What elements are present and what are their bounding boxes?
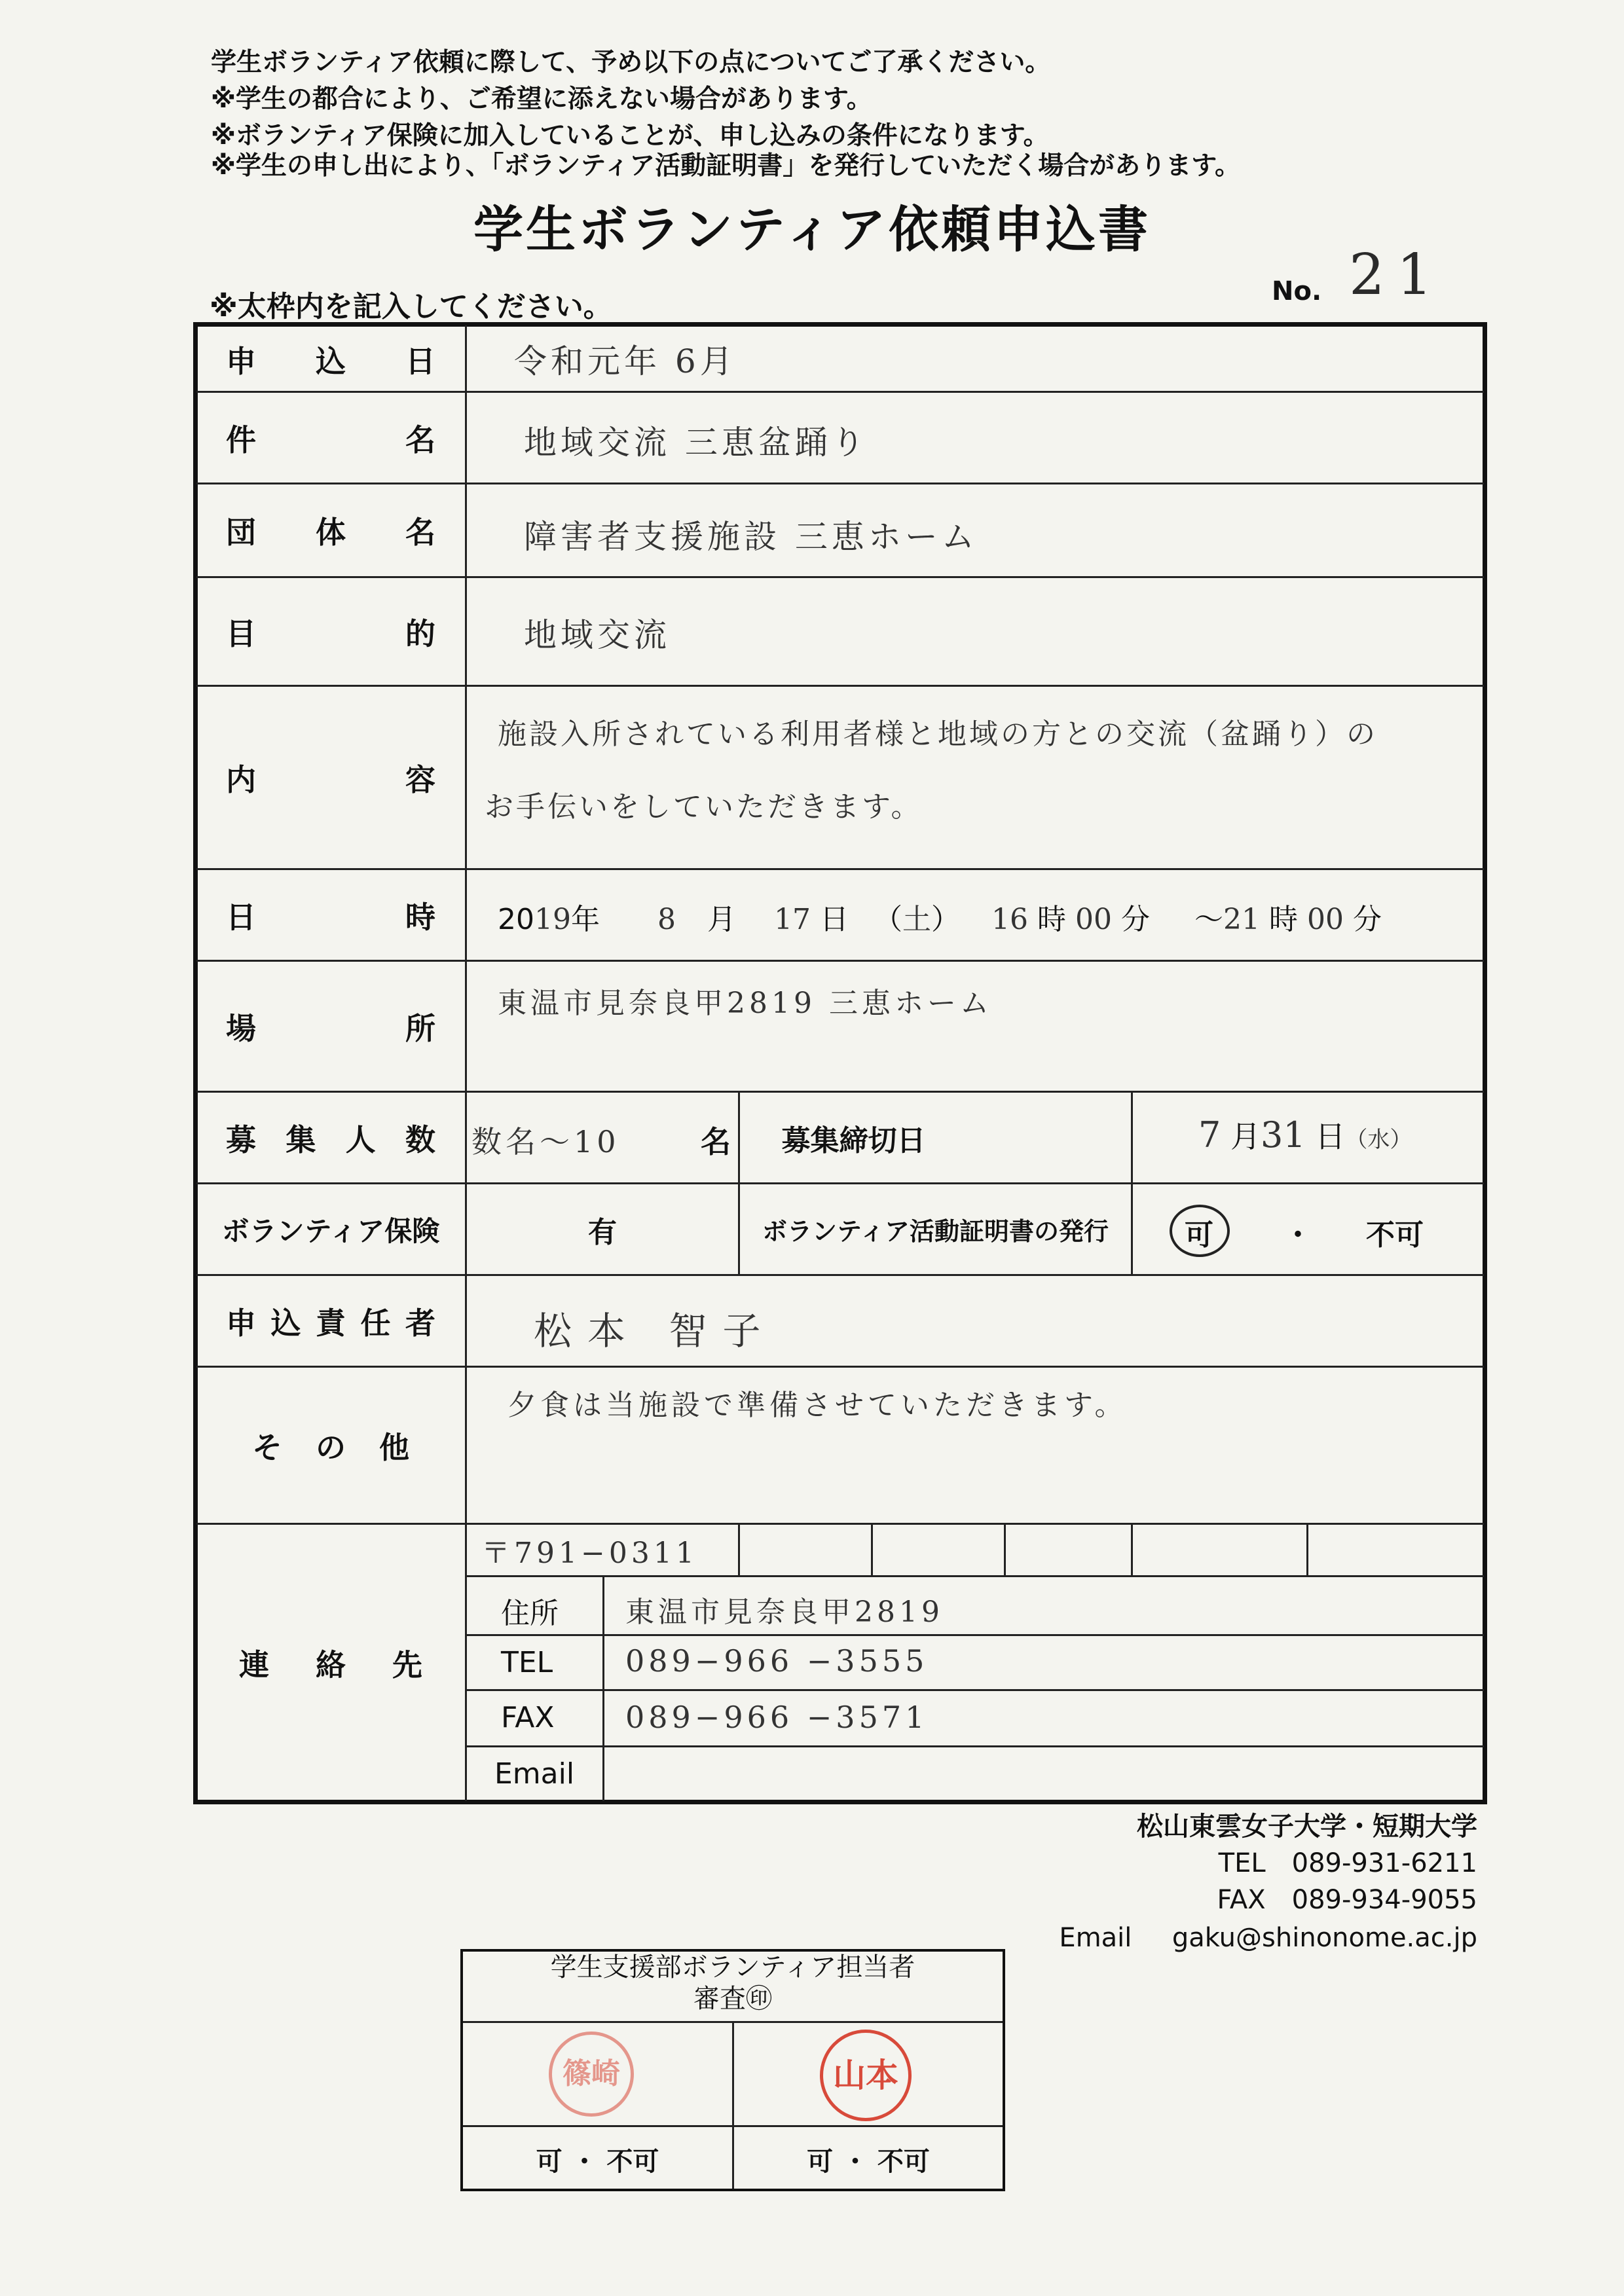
subject-value[interactable]: 地域交流 三恵盆踊り <box>524 424 868 462</box>
year-handwritten: 19 <box>534 903 571 936</box>
weekday-open: （ <box>874 903 902 936</box>
organization-label: 団 体 名 <box>226 515 435 550</box>
other-label: そ の 他 <box>252 1429 409 1465</box>
end-hour-unit: 時 <box>1269 903 1298 936</box>
recruit-count-value[interactable]: 数名〜10 <box>471 1124 620 1159</box>
notice-line-1: 学生ボランティア依頼に際して、予め以下の点についてご了承ください。 <box>211 48 1051 77</box>
content-value-line-2[interactable]: お手伝いをしていただきます。 <box>485 790 923 824</box>
address-value[interactable]: 東温市見奈良甲2819 <box>625 1595 944 1629</box>
end-minute-unit: 分 <box>1353 903 1382 936</box>
notice-line-3: ※ボランティア保険に加入していることが、申し込みの条件になります。 <box>211 121 1049 151</box>
reviewer-seal-shinozaki: 篠崎 <box>549 2032 634 2117</box>
year-unit: 年 <box>571 903 600 936</box>
footer-email-address[interactable]: gaku@shinonome.ac.jp <box>1172 1923 1477 1953</box>
postal-code-value[interactable]: 〒791−0311 <box>481 1537 698 1570</box>
weekday-value: 土 <box>902 903 931 936</box>
deadline-weekday: （水） <box>1345 1127 1412 1153</box>
other-value[interactable]: 夕食は当施設で準備させていただきます。 <box>507 1389 1128 1422</box>
datetime-label: 日 時 <box>226 899 435 935</box>
deadline-day: 31 <box>1260 1114 1306 1156</box>
end-hour: 21 <box>1223 903 1260 936</box>
place-value[interactable]: 東温市見奈良甲2819 三恵ホーム <box>498 987 993 1020</box>
month-unit: 月 <box>707 903 736 936</box>
responsible-label: 申 込 責 任 者 <box>226 1305 435 1341</box>
contact-label: 連 絡 先 <box>239 1647 422 1683</box>
notice-line-4: ※学生の申し出により、「ボランティア活動証明書」を発行していただく場合があります。 <box>211 151 1241 181</box>
review-header <box>463 1952 1003 2014</box>
deadline-day-unit: 日 <box>1315 1119 1346 1154</box>
certificate-option-no[interactable]: 不可 <box>1366 1218 1424 1252</box>
recruit-count-unit: 名 <box>701 1124 731 1159</box>
organization-value[interactable]: 障害者支援施設 三恵ホーム <box>524 518 978 556</box>
tel-value[interactable]: 089−966 −3555 <box>625 1643 929 1679</box>
month-value: 8 <box>657 903 676 936</box>
end-minute: 00 <box>1307 903 1344 936</box>
footer-tel: TEL 089-931-6211 <box>1218 1848 1477 1878</box>
recruit-count-label: 募 集 人 数 <box>226 1121 435 1157</box>
form-title: 学生ボランティア依頼申込書 <box>473 200 1151 259</box>
datetime-value[interactable] <box>498 896 1382 938</box>
purpose-value[interactable]: 地域交流 <box>524 616 671 654</box>
email-label: Email <box>494 1757 575 1791</box>
fax-label: FAX <box>501 1701 555 1734</box>
deadline-month-unit: 月 <box>1230 1119 1261 1154</box>
application-date-value[interactable]: 令和元年 6月 <box>514 342 737 380</box>
responsible-value[interactable]: 松本 智子 <box>534 1309 777 1353</box>
year-prefix: 20 <box>498 903 534 936</box>
start-hour-unit: 時 <box>1037 903 1066 936</box>
day-value: 17 <box>774 903 811 936</box>
application-date-label: 申 込 日 <box>226 343 435 379</box>
start-minute-unit: 分 <box>1121 903 1150 936</box>
footer-fax: FAX 089-934-9055 <box>1217 1885 1477 1915</box>
footer-email <box>1059 1920 1477 1956</box>
footer-email-label: Email <box>1059 1923 1132 1953</box>
insurance-value[interactable]: 有 <box>588 1215 617 1249</box>
fill-instruction: ※太枠内を記入してください。 <box>210 290 612 323</box>
notice-line-2: ※学生の都合により、ご希望に添えない場合があります。 <box>211 84 872 114</box>
weekday-close: ） <box>931 903 960 936</box>
certificate-option-yes[interactable]: 可 <box>1185 1218 1213 1252</box>
place-label: 場 所 <box>226 1010 435 1046</box>
number-label: No. <box>1272 276 1322 306</box>
reviewer-seal-yamamoto: 山本 <box>820 2030 912 2121</box>
day-unit: 日 <box>820 903 849 936</box>
certificate-separator: ・ <box>1283 1218 1312 1252</box>
purpose-label: 目 的 <box>226 615 435 651</box>
deadline-month: 7 <box>1198 1114 1221 1156</box>
review-col1-options[interactable]: 可 ・ 不可 <box>536 2146 659 2177</box>
review-header-line-2: 審査㊞ <box>693 1984 772 2014</box>
fax-value[interactable]: 089−966 −3571 <box>625 1700 929 1735</box>
tel-label: TEL <box>501 1646 553 1679</box>
review-header-line-1: 学生支援部ボランティア担当者 <box>550 1952 915 1982</box>
start-minute: 00 <box>1075 903 1112 936</box>
deadline-label: 募集締切日 <box>781 1123 926 1157</box>
footer-school-name: 松山東雲女子大学・短期大学 <box>1137 1812 1477 1842</box>
content-value-line-1[interactable]: 施設入所されている利用者様と地域の方との交流（盆踊り）の <box>498 718 1378 751</box>
insurance-label: ボランティア保険 <box>221 1214 440 1247</box>
review-col2-options[interactable]: 可 ・ 不可 <box>807 2146 930 2177</box>
subject-label: 件 名 <box>226 422 435 458</box>
start-hour: 16 <box>991 903 1028 936</box>
content-label: 内 容 <box>226 761 435 797</box>
number-value: 21 <box>1349 242 1445 308</box>
certificate-label: ボランティア活動証明書の発行 <box>762 1217 1109 1246</box>
address-label: 住所 <box>501 1597 559 1630</box>
deadline-value[interactable] <box>1198 1113 1412 1156</box>
time-tilde: 〜 <box>1194 903 1223 936</box>
